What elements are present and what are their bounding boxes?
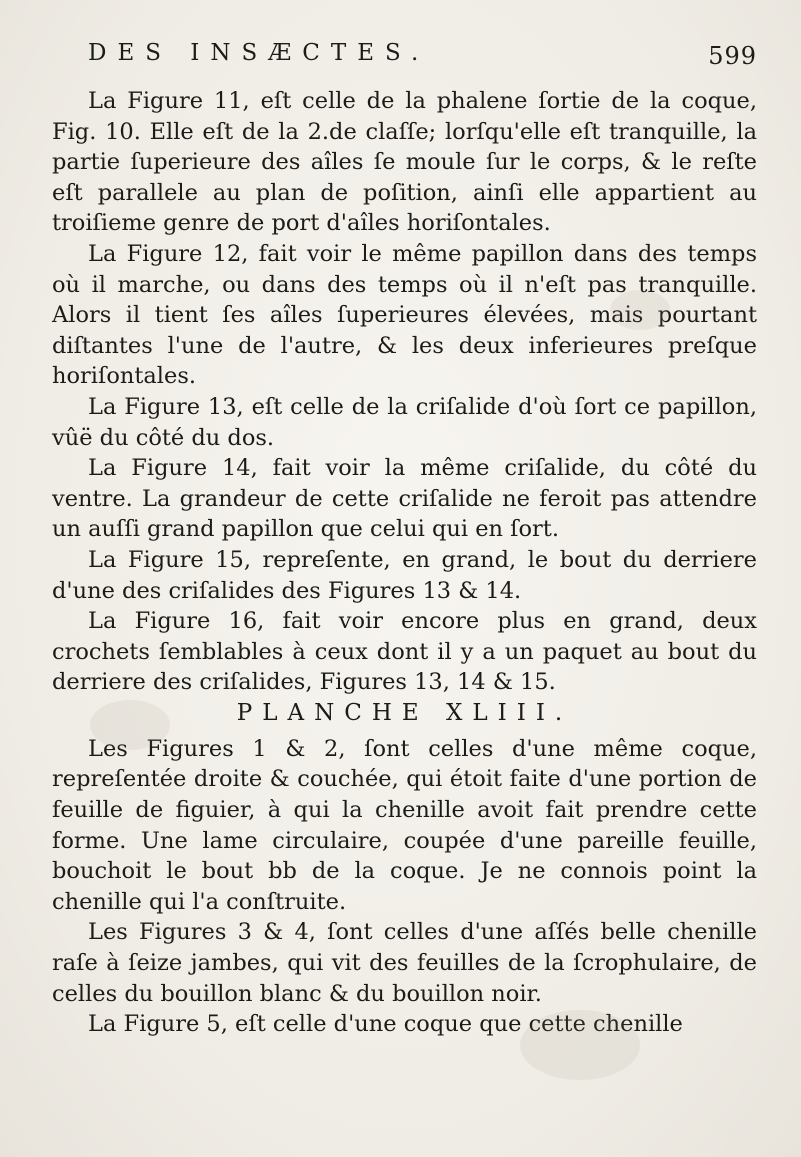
paragraph-figures-3-4: Les Figures 3 & 4, ſont celles d'une aſſés belle chenille raſe à ſeize jambes, qui vit des feuilles de la ſcrophulaire, de celles du bouillon blanc & du bouillon noir. xyxy=(52,919,757,1007)
paragraph-figure-14: La Figure 14, fait voir la même criſalide, du côté du ventre. La grandeur de cette criſalide ne feroit pas attendre un auſſi grand papillon que celui qui en ſort. xyxy=(52,455,757,543)
running-title: DES INSÆCTES. xyxy=(88,40,430,66)
paragraph-figure-12: La Figure 12, fait voir le même papillon dans des temps où il marche, ou dans des temps où il n'eſt pas tranquille. Alors il tient ſes aîles ſuperieures élevées, mais pourtant diſtantes l'une de l'autre, & les deux inferieures preſque horiſontales. xyxy=(52,240,757,390)
page-number: 599 xyxy=(708,42,757,70)
running-head xyxy=(52,40,757,86)
paragraph-figure-11: La Figure 11, eſt celle de la phalene ſortie de la coque, Fig. 10. Elle eſt de la 2.de claſſe; lorſqu'elle eſt tranquille, la partie ſuperieure des aîles ſe moule ſur le corps, & le reſte eſt parallele au plan de poſition, ainſi elle appartient au troiſieme genre de port d'aîles horiſontales. xyxy=(52,88,757,237)
paragraph-figure-13: La Figure 13, eſt celle de la criſalide d'où ſort ce papillon, vûë du côté du dos. xyxy=(52,393,757,451)
body-text xyxy=(52,86,757,1040)
paragraph-figure-15: La Figure 15, repreſente, en grand, le bout du derriere d'une des criſalides des Figures 13 & 14. xyxy=(52,546,757,604)
section-heading: PLANCHE XLIII. xyxy=(236,699,573,726)
paragraph-figures-1-2: Les Figures 1 & 2, ſont celles d'une même coque, repreſentée droite & couchée, qui étoit faite d'une portion de feuille de figuier, à qui la chenille avoit fait prendre cette forme. Une lame circulaire, coupée d'une pareille feuille, bouchoit le bout bb de la coque. Je ne connois point la chenille qui l'a conſtruite. xyxy=(52,735,757,915)
paragraph-figure-16: La Figure 16, fait voir encore plus en grand, deux crochets ſemblables à ceux dont il y a un paquet au bout du derriere des criſalides, Figures 13, 14 & 15. xyxy=(52,608,757,696)
paragraph-figure-5: La Figure 5, eſt celle d'une coque que cette chenille xyxy=(88,1011,683,1038)
